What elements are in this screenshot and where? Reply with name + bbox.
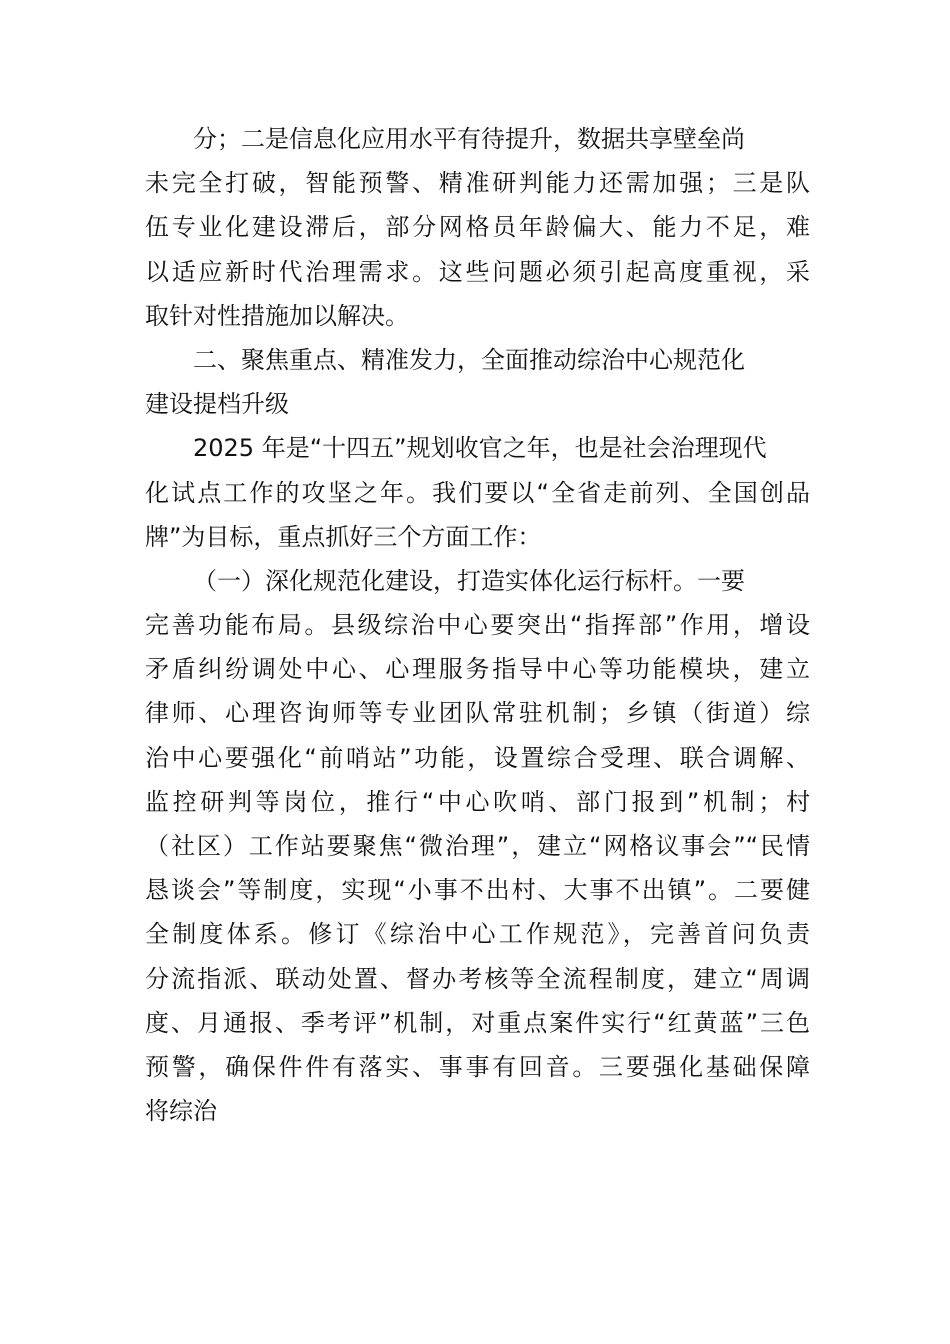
- text-line: 2025 年是“十四五”规划收官之年，也是社会治理现代: [193, 434, 767, 463]
- text-line: 未完全打破，智能预警、精准研判能力还需加强；三是队: [145, 169, 810, 198]
- text-line: 全制度体系。修订《综治中心工作规范》，完善首问负责: [145, 920, 810, 949]
- text-line: （社区）工作站要聚焦“微治理”，建立“网格议事会”“民情: [145, 832, 810, 860]
- text-line: 将综治: [145, 1097, 217, 1126]
- text-line: 分流指派、联动处置、督办考核等全流程制度，建立“周调: [145, 964, 810, 993]
- subsection-line: （一）深化规范化建设，打造实体化运行标杆。一要: [193, 566, 745, 595]
- text-line: 分；二是信息化应用水平有待提升，数据共享壁垒尚: [193, 125, 745, 153]
- text-line: 监控研判等岗位，推行“中心吹哨、部门报到”机制；村: [145, 787, 810, 816]
- section-heading-line: 二、聚焦重点、精准发力，全面推动综治中心规范化: [193, 345, 745, 374]
- text-line: 以适应新时代治理需求。这些问题必须引起高度重视，采: [145, 257, 810, 286]
- text-line: 完善功能布局。县级综治中心要突出“指挥部”作用，增设: [145, 611, 810, 640]
- text-line: 预警，确保件件有落实、事事有回音。三要强化基础保障: [145, 1052, 810, 1081]
- text-line: 律师、心理咨询师等专业团队常驻机制；乡镇（街道）综: [145, 699, 810, 728]
- body-text: [145, 117, 810, 1133]
- text-line: 度、月通报、季考评”机制，对重点案件实行“红黄蓝”三色: [145, 1008, 810, 1037]
- text-line: 治中心要强化“前哨站”功能，设置综合受理、联合调解、: [145, 743, 810, 772]
- text-line: 伍专业化建设滞后，部分网格员年龄偏大、能力不足，难: [145, 213, 810, 242]
- text-line: 取针对性措施加以解决。: [145, 301, 409, 330]
- section-heading-line: 建设提档升级: [145, 390, 289, 419]
- text-line: 矛盾纠纷调处中心、心理服务指导中心等功能模块，建立: [145, 655, 810, 684]
- text-line: 牌”为目标，重点抓好三个方面工作：: [145, 522, 542, 551]
- text-line: 化试点工作的攻坚之年。我们要以“全省走前列、全国创品: [145, 478, 810, 507]
- text-line: 恳谈会”等制度，实现“小事不出村、大事不出镇”。二要健: [145, 876, 810, 905]
